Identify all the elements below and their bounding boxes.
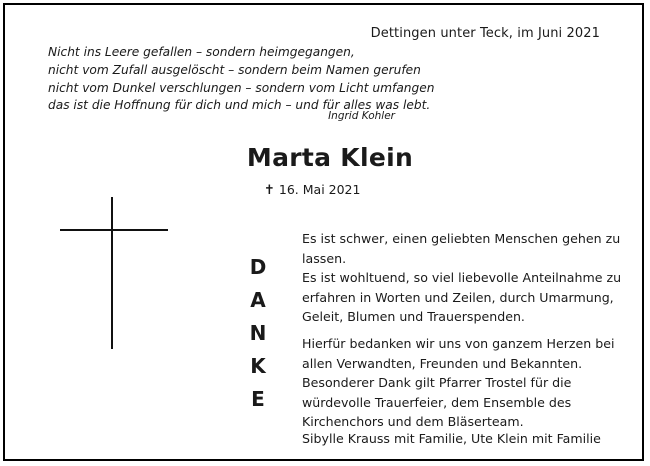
danke-vertical	[248, 251, 268, 416]
cross-horizontal-beam	[60, 229, 168, 231]
signature: Sibylle Krauss mit Familie, Ute Klein mit Familie	[302, 431, 601, 446]
poem-line: das ist die Hoffnung für dich und mich – und für alles was lebt.	[48, 98, 431, 113]
danke-letter: K	[250, 354, 266, 378]
paragraph: Es ist schwer, einen geliebten Menschen gehen zu lassen.	[302, 231, 621, 266]
obituary-card	[3, 3, 644, 461]
thank-you-text	[302, 229, 632, 432]
danke-letter: N	[249, 321, 267, 345]
poem-line: nicht vom Dunkel verschlungen – sondern vom Licht umfangen	[48, 80, 435, 95]
paragraph: Hierfür bedanken wir uns von ganzem Herzen bei allen Verwandten, Freunden und Bekannten.	[302, 335, 615, 371]
deceased-name: Marta Klein	[246, 143, 414, 172]
cross-vertical-beam	[111, 197, 113, 349]
paragraph: Besonderer Dank gilt Pfarrer Trostel für die würdevolle Trauerfeier, dem Ensemble des Kirchenchors und dem Bläserteam.	[302, 375, 572, 430]
place-date: Dettingen unter Teck, im Juni 2021	[370, 26, 600, 41]
death-date-line	[264, 182, 360, 198]
danke-letter: A	[250, 288, 266, 312]
poem-line: nicht vom Zufall ausgelöscht – sondern beim Namen gerufen	[48, 62, 421, 77]
danke-letter: D	[249, 255, 267, 279]
death-date: 16. Mai 2021	[278, 182, 361, 197]
cross-icon: ✝	[264, 183, 275, 198]
poem-line: Nicht ins Leere gefallen – sondern heimgegangen,	[48, 45, 355, 59]
poem-author: Ingrid Kohler	[328, 110, 395, 122]
poem	[48, 44, 434, 115]
danke-letter: E	[251, 387, 265, 411]
paragraph: Es ist wohltuend, so viel liebevolle Anteilnahme zu erfahren in Worten und Zeilen, durch Umarmung, Geleit, Blumen und Trauerspenden.	[302, 270, 622, 325]
